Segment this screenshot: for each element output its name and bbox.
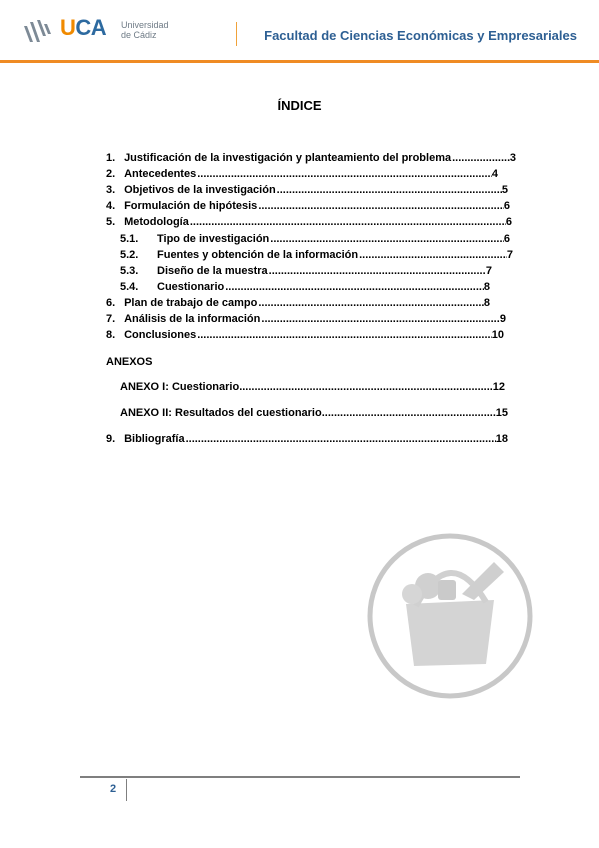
toc-label: Plan de trabajo de campo — [124, 297, 258, 309]
toc-entry-8[interactable] — [106, 329, 504, 343]
university-line-1: Universidad — [121, 20, 169, 30]
toc-label: Conclusiones — [124, 329, 197, 341]
toc-leader — [268, 265, 486, 279]
toc-page: 10 — [491, 329, 504, 341]
toc-page: 5 — [501, 184, 508, 196]
uca-wordmark-u: U — [60, 15, 76, 40]
toc-number: 5.3. — [120, 265, 139, 277]
toc-leader — [196, 168, 492, 182]
university-name — [121, 20, 169, 40]
toc-number: 6. — [106, 297, 116, 309]
toc-number: 5. — [106, 216, 116, 228]
toc-entry-5[interactable] — [106, 216, 512, 230]
uca-emblem-icon — [22, 16, 56, 46]
toc-page: 3 — [509, 152, 516, 164]
toc-leader — [257, 200, 504, 214]
toc-number: 1. — [106, 152, 116, 164]
toc-leader — [358, 249, 507, 263]
toc-label: Cuestionario — [157, 281, 225, 293]
university-line-2: de Cádiz — [121, 30, 157, 40]
anexo-entry-1[interactable] — [120, 381, 505, 395]
page-title: ÍNDICE — [277, 98, 322, 113]
basket-watermark-icon — [366, 532, 534, 700]
toc-entry-2[interactable] — [106, 168, 498, 182]
toc-leader — [196, 329, 492, 343]
toc-label: Objetivos de la investigación — [124, 184, 276, 196]
toc-label: Fuentes y obtención de la información — [157, 249, 359, 261]
toc-page: 7 — [506, 249, 513, 261]
toc-number: 5.4. — [120, 281, 139, 293]
footer-rule — [80, 776, 520, 778]
toc-page: 4 — [491, 168, 498, 180]
toc-entry-5-1[interactable] — [120, 233, 510, 247]
toc-leader — [239, 381, 493, 395]
toc-label: Diseño de la muestra — [157, 265, 268, 277]
toc-page: 9 — [499, 313, 506, 325]
anexo-label: ANEXO I: Cuestionario — [120, 381, 240, 393]
toc-entry-5-3[interactable] — [120, 265, 492, 279]
header-rule — [0, 60, 599, 63]
anexo-page: 12 — [492, 381, 505, 393]
toc-label: Justificación de la investigación y planteamiento del problema — [124, 152, 452, 164]
footer-separator — [126, 779, 127, 801]
page-header — [0, 0, 599, 62]
toc-number: 5.2. — [120, 249, 139, 261]
toc-page: 18 — [495, 433, 508, 445]
toc-number: 3. — [106, 184, 116, 196]
anexo-entry-2[interactable] — [120, 407, 508, 421]
toc-entry-5-2[interactable] — [120, 249, 513, 263]
toc-label: Tipo de investigación — [157, 233, 270, 245]
toc-page: 6 — [505, 216, 512, 228]
toc-leader — [257, 297, 484, 311]
faculty-name: Facultad de Ciencias Económicas y Empresariales — [264, 28, 577, 43]
toc-number: 2. — [106, 168, 116, 180]
toc-entry-7[interactable] — [106, 313, 506, 327]
anexo-page: 15 — [495, 407, 508, 419]
toc-number: 8. — [106, 329, 116, 341]
toc-entry-6[interactable] — [106, 297, 490, 311]
toc-label: Formulación de hipótesis — [124, 200, 258, 212]
header-separator — [236, 22, 237, 46]
toc-page: 6 — [503, 233, 510, 245]
toc-number: 4. — [106, 200, 116, 212]
toc-leader — [322, 407, 496, 421]
toc-entry-4[interactable] — [106, 200, 510, 214]
toc-entry-3[interactable] — [106, 184, 508, 198]
anexo-label: ANEXO II: Resultados del cuestionario — [120, 407, 322, 419]
toc-page: 8 — [483, 281, 490, 293]
toc-entry-5-4[interactable] — [120, 281, 490, 295]
toc-label: Bibliografía — [124, 433, 185, 445]
toc-leader — [189, 216, 506, 230]
anexos-heading: ANEXOS — [106, 356, 153, 368]
toc-page: 7 — [485, 265, 492, 277]
toc-leader — [260, 313, 499, 327]
toc-number: 5.1. — [120, 233, 139, 245]
toc-number: 9. — [106, 433, 116, 445]
toc-label: Antecedentes — [124, 168, 197, 180]
uca-logo — [22, 14, 202, 50]
toc-leader — [451, 152, 510, 166]
uca-wordmark-ca: CA — [75, 15, 107, 40]
toc-entry-9[interactable] — [106, 433, 508, 447]
toc-leader — [224, 281, 484, 295]
toc-label: Análisis de la información — [124, 313, 261, 325]
page-number: 2 — [110, 783, 117, 795]
toc-leader — [276, 184, 502, 198]
toc-leader — [185, 433, 496, 447]
toc-entry-1[interactable] — [106, 152, 516, 166]
toc-page: 6 — [503, 200, 510, 212]
toc-label: Metodología — [124, 216, 189, 228]
toc-leader — [269, 233, 504, 247]
toc-number: 7. — [106, 313, 116, 325]
uca-wordmark — [60, 15, 106, 41]
toc-page: 8 — [483, 297, 490, 309]
